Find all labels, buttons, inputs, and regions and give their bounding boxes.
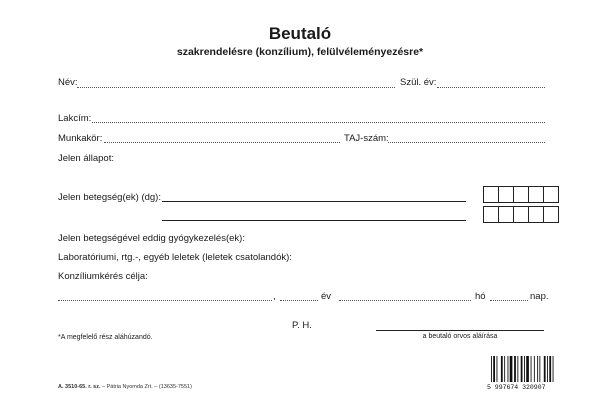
diagnosis-line-2[interactable] — [162, 220, 466, 221]
form-code — [58, 384, 192, 390]
name-label: Név: — [58, 77, 78, 88]
diagnosis-code-box-2[interactable] — [483, 206, 559, 223]
lab-results-label: Laboratóriumi, rtg.-, egyéb leletek (leletek csatolandók): — [58, 252, 292, 263]
stamp-label: P. H. — [292, 320, 312, 331]
place-field-line[interactable] — [58, 300, 272, 301]
year-label: év — [321, 291, 332, 302]
name-field-line[interactable] — [77, 87, 395, 88]
publisher-info: – Pátria Nyomda Zrt. – (13635-7551) — [102, 384, 192, 390]
month-label: hó — [475, 291, 486, 302]
signature-caption: a beutaló orvos aláírása — [422, 333, 498, 340]
consultation-purpose-label: Konzíliumkérés célja: — [58, 271, 148, 282]
current-state-label: Jelen állapot: — [58, 153, 114, 164]
barcode-number: 5 997674 320907 — [487, 384, 546, 390]
footnote: *A megfelelő rész aláhúzandó. — [58, 334, 153, 341]
address-label: Lakcím: — [58, 113, 92, 124]
day-field-line[interactable] — [490, 300, 528, 301]
form-title: Beutaló — [268, 24, 332, 43]
barcode — [487, 356, 590, 390]
taj-field-line[interactable] — [388, 142, 545, 143]
taj-label: TAJ-szám: — [344, 133, 389, 144]
occupation-field-line[interactable] — [104, 142, 340, 143]
diagnosis-code-box-1[interactable] — [483, 186, 559, 203]
date-comma: , — [273, 291, 276, 302]
diagnosis-line-1[interactable] — [162, 201, 466, 202]
form-number: A. 3510-65. r. sz. — [58, 384, 101, 390]
form-subtitle: szakrendelésre (konzílium), felülvéleményezésre* — [176, 46, 424, 58]
month-field-line[interactable] — [339, 300, 471, 301]
birth-year-field-line[interactable] — [437, 87, 545, 88]
address-field-line[interactable] — [92, 122, 545, 123]
birth-year-label: Szül. év: — [400, 77, 437, 88]
occupation-label: Munkakör: — [58, 133, 103, 144]
treatment-label: Jelen betegségével eddig gyógykezelés(ek): — [58, 233, 245, 244]
day-label: nap. — [530, 291, 549, 302]
year-field-line[interactable] — [280, 300, 318, 301]
signature-line[interactable] — [376, 330, 544, 331]
current-disease-label: Jelen betegség(ek) (dg): — [58, 192, 161, 203]
